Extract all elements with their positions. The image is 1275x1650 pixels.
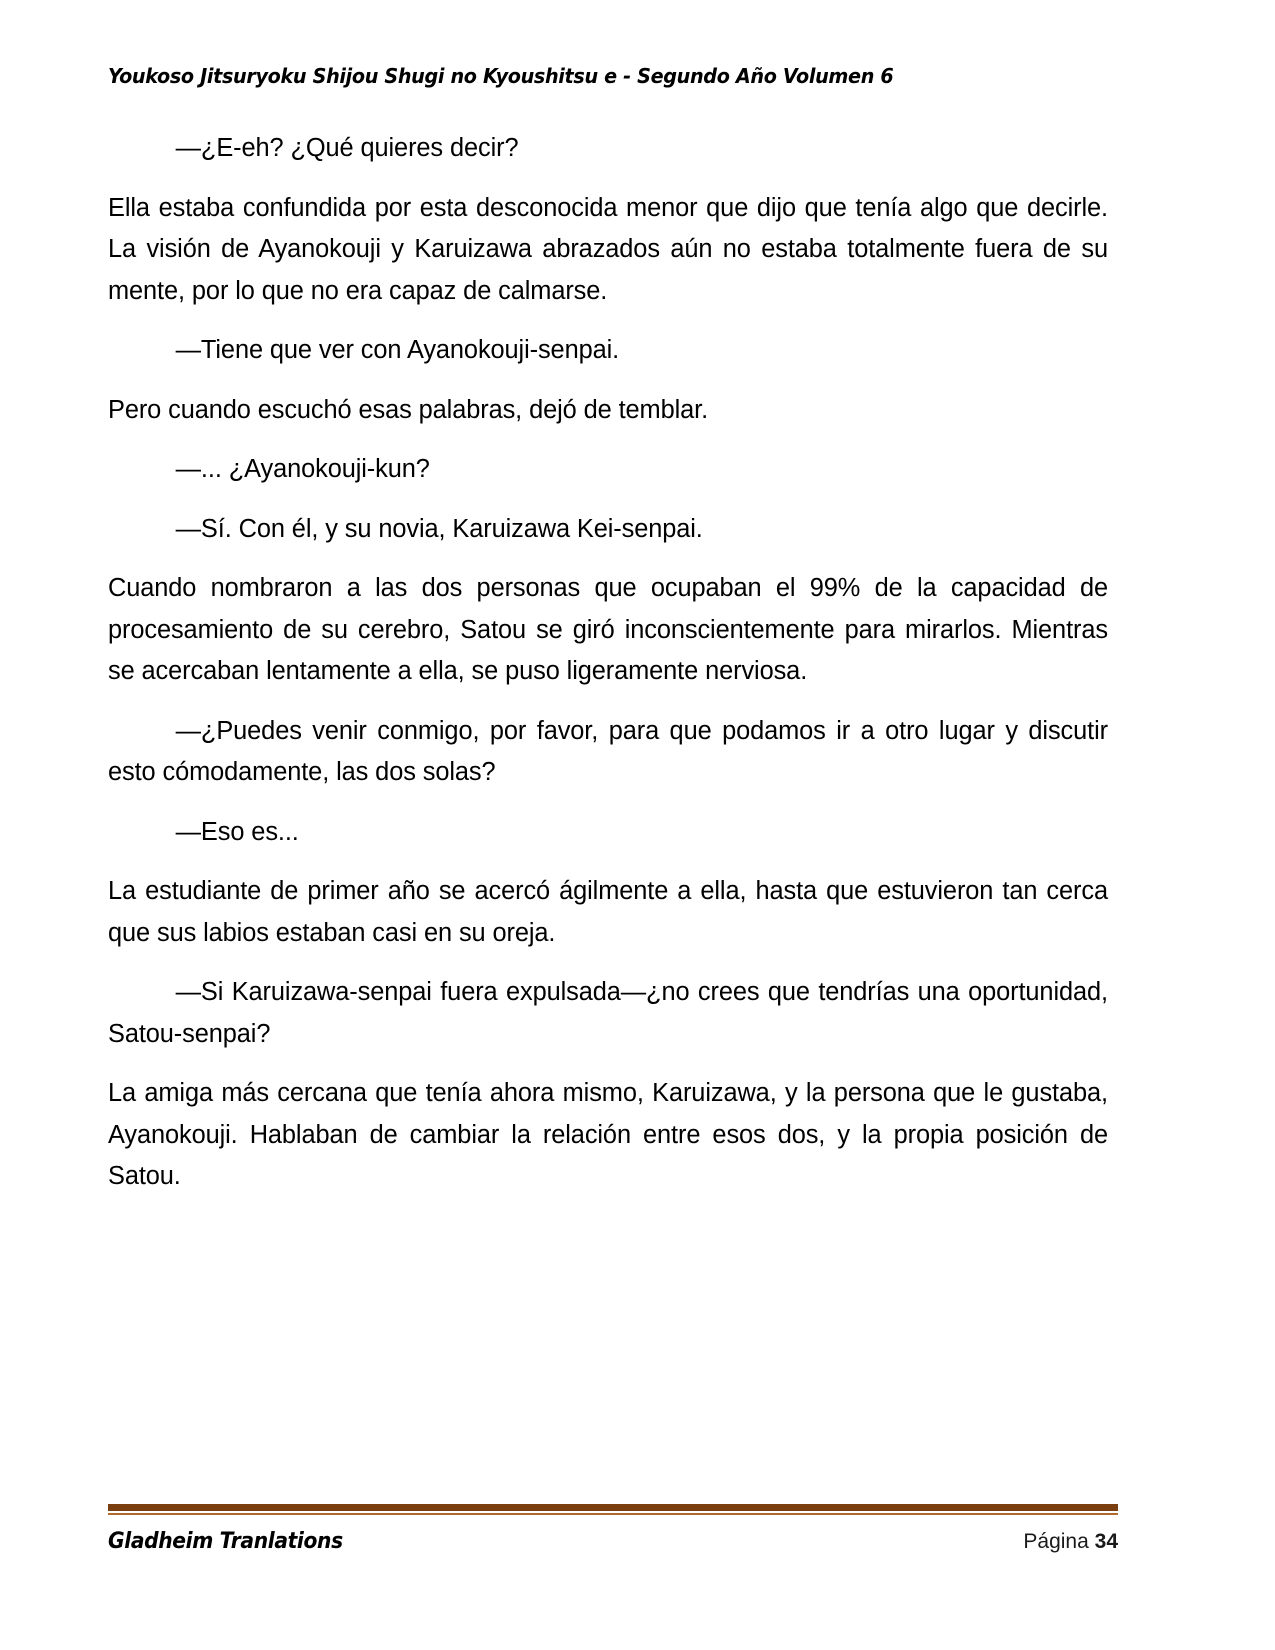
paragraph-dialogue: —¿E-eh? ¿Qué quieres decir? bbox=[175, 134, 519, 162]
page-footer bbox=[108, 1504, 1118, 1554]
footer-page-label: Página bbox=[1023, 1530, 1089, 1553]
paragraph-narration: La estudiante de primer año se acercó ágilmente a ella, hasta que estuvieron tan cerca que sus labios estaban casi en su oreja. bbox=[108, 877, 1108, 947]
paragraph-dialogue: —Eso es... bbox=[175, 817, 299, 846]
paragraph-dialogue: —Tiene que ver con Ayanokouji-senpai. bbox=[175, 336, 620, 364]
footer-divider-thick bbox=[108, 1504, 1118, 1511]
page-header bbox=[108, 64, 1118, 98]
footer-page-indicator bbox=[1023, 1530, 1118, 1554]
paragraph-narration: La amiga más cercana que tenía ahora mismo, Karuizawa, y la persona que le gustaba, Ayanokouji. Hablaban de cambiar la relación entre esos dos, y la propia posición de Satou. bbox=[108, 1079, 1108, 1190]
footer-page-number: 34 bbox=[1094, 1530, 1118, 1553]
footer-divider-thin bbox=[108, 1513, 1118, 1515]
paragraph-dialogue: —¿Puedes venir conmigo, por favor, para que podamos ir a otro lugar y discutir esto cómodamente, las dos solas? bbox=[108, 716, 1108, 786]
paragraph-dialogue: —Sí. Con él, y su novia, Karuizawa Kei-senpai. bbox=[175, 514, 703, 543]
paragraph-narration: Ella estaba confundida por esta desconocida menor que dijo que tenía algo que decirle. La visión de Ayanokouji y Karuizawa abrazados aún no estaba totalmente fuera de su mente, por lo que no era capaz de calmarse. bbox=[108, 193, 1108, 305]
footer-row bbox=[108, 1529, 1118, 1554]
header-title: Youkoso Jitsuryoku Shijou Shugi no Kyoushitsu e - Segundo Año Volumen 6 bbox=[108, 64, 894, 88]
paragraph-narration: Pero cuando escuchó esas palabras, dejó de temblar. bbox=[108, 395, 709, 424]
paragraph-narration: Cuando nombraron a las dos personas que ocupaban el 99% de la capacidad de procesamiento de su cerebro, Satou se giró inconscientemente para mirarlos. Mientras se acercaban lentamente a ella, se puso ligeramente nerviosa. bbox=[108, 574, 1108, 685]
page-body bbox=[108, 128, 1113, 1216]
paragraph-dialogue: —... ¿Ayanokouji-kun? bbox=[175, 455, 430, 483]
footer-translator-credit: Gladheim Tranlations bbox=[108, 1529, 343, 1554]
paragraph-dialogue: —Si Karuizawa-senpai fuera expulsada—¿no crees que tendrías una oportunidad, Satou-senpai? bbox=[108, 978, 1108, 1048]
